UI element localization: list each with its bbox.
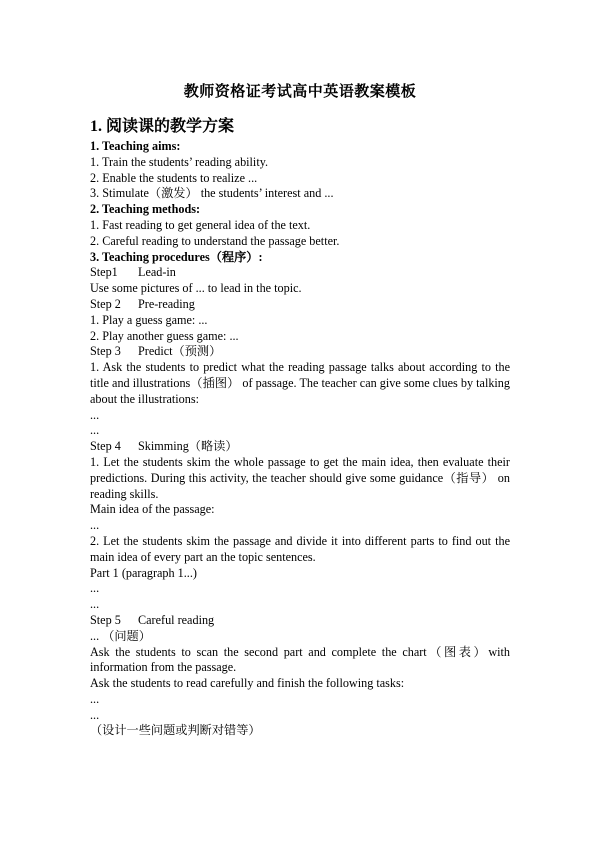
step2-number: Step 2 bbox=[90, 296, 121, 311]
step3-number: Step 3 bbox=[90, 344, 121, 359]
step4-paragraph-2: 2. Let the students skim the passage and divide it into different parts to find out the main idea of every part an the topic sentences. bbox=[90, 533, 510, 564]
methods-item: 2. Careful reading to understand the passage better. bbox=[90, 233, 340, 248]
step4-heading bbox=[90, 439, 510, 455]
section-heading: 1. 阅读课的教学方案 bbox=[90, 118, 235, 135]
step2-item: 1. Play a guess game: ... bbox=[90, 312, 208, 327]
ellipsis-line: ... bbox=[90, 518, 100, 533]
ellipsis-line: ... bbox=[90, 707, 100, 722]
aims-item: 3. Stimulate（激发） the students’ interest and ... bbox=[90, 186, 334, 201]
ellipsis-line: ... bbox=[90, 691, 100, 706]
aims-item: 1. Train the students’ reading ability. bbox=[90, 154, 269, 169]
ellipsis-line: ... bbox=[90, 581, 100, 596]
aims-heading: 1. Teaching aims: bbox=[90, 139, 181, 153]
step5-task-line: Ask the students to read carefully and finish the following tasks: bbox=[90, 676, 405, 691]
part1-label: Part 1 (paragraph 1...) bbox=[90, 565, 197, 580]
ellipsis-line: ... bbox=[90, 407, 100, 422]
step5-name: Careful reading bbox=[138, 612, 215, 627]
step5-number: Step 5 bbox=[90, 612, 121, 627]
main-idea-label: Main idea of the passage: bbox=[90, 502, 215, 517]
step2-item: 2. Play another guess game: ... bbox=[90, 328, 239, 343]
methods-item: 1. Fast reading to get general idea of the text. bbox=[90, 217, 311, 232]
question-line: ... （问题） bbox=[90, 628, 151, 643]
step3-paragraph: 1. Ask the students to predict what the reading passage talks about according to the title and illustrations（插图） of passage. The teacher can give some clues by talking about the illustrations: bbox=[90, 360, 510, 406]
step3-heading bbox=[90, 344, 510, 360]
step1-number: Step1 bbox=[90, 265, 118, 280]
step4-number: Step 4 bbox=[90, 439, 121, 454]
aims-item: 2. Enable the students to realize ... bbox=[90, 170, 258, 185]
step2-name: Pre-reading bbox=[138, 296, 195, 311]
step2-heading bbox=[90, 297, 510, 313]
step1-heading bbox=[90, 265, 510, 281]
ellipsis-line: ... bbox=[90, 423, 100, 438]
step4-paragraph: 1. Let the students skim the whole passage to get the main idea, then evaluate their predictions. During this activity, the teacher should give some guidance（指导） on reading skills. bbox=[90, 454, 510, 501]
step5-heading bbox=[90, 613, 510, 629]
step1-name: Lead-in bbox=[138, 265, 176, 280]
page-title: 教师资格证考试高中英语教案模板 bbox=[183, 84, 417, 100]
procedures-heading: 3. Teaching procedures（程序）: bbox=[90, 249, 263, 264]
step5-paragraph: Ask the students to scan the second part and complete the chart（图表）with information from the passage. bbox=[90, 644, 510, 675]
document-body bbox=[90, 139, 510, 739]
step4-name: Skimming（略读） bbox=[138, 439, 238, 454]
design-note: （设计一些问题或判断对错等） bbox=[90, 723, 261, 738]
step1-text: Use some pictures of ... to lead in the topic. bbox=[90, 281, 302, 296]
step3-name: Predict（预测） bbox=[138, 344, 222, 359]
ellipsis-line: ... bbox=[90, 597, 100, 612]
methods-heading: 2. Teaching methods: bbox=[90, 202, 201, 217]
